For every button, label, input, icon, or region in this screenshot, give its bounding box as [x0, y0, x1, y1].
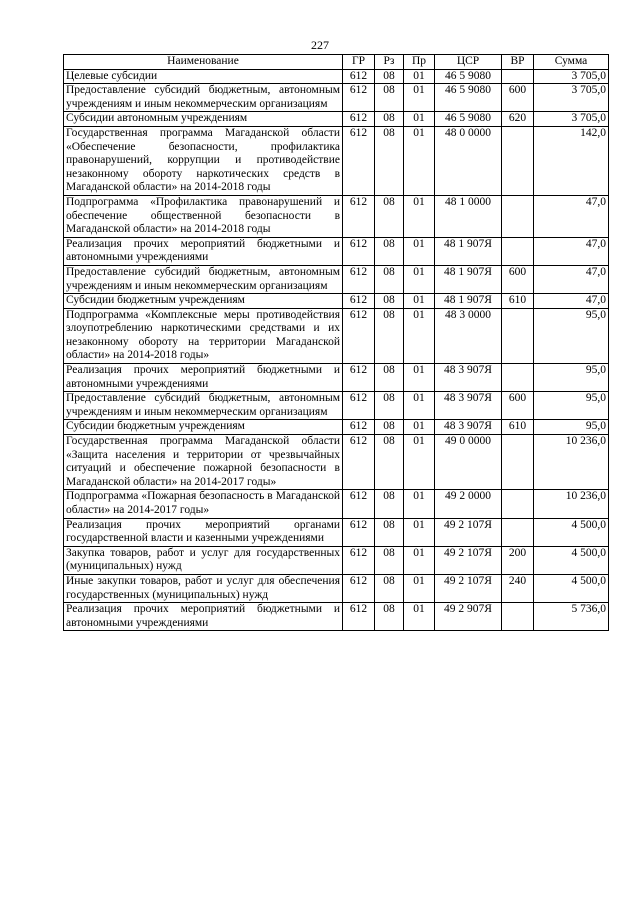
row-name: Целевые субсидии — [64, 69, 343, 84]
header-vr: ВР — [502, 55, 534, 70]
header-csr: ЦСР — [435, 55, 502, 70]
row-rz: 08 — [375, 294, 404, 309]
row-gr: 612 — [343, 84, 375, 112]
row-csr: 46 5 9080 — [435, 112, 502, 127]
row-pr: 01 — [404, 490, 435, 518]
row-gr: 612 — [343, 574, 375, 602]
row-name: Реализация прочих мероприятий бюджетными и автономными учреждениями — [64, 237, 343, 265]
table-row — [64, 490, 609, 518]
row-csr: 49 2 0000 — [435, 490, 502, 518]
row-gr: 612 — [343, 126, 375, 195]
row-csr: 48 1 907Я — [435, 294, 502, 309]
row-pr: 01 — [404, 265, 435, 293]
row-gr: 612 — [343, 546, 375, 574]
row-name: Предоставление субсидий бюджетным, автономным учреждениям и иным некоммерческим организациям — [64, 265, 343, 293]
row-pr: 01 — [404, 435, 435, 490]
row-csr: 46 5 9080 — [435, 69, 502, 84]
row-pr: 01 — [404, 84, 435, 112]
row-pr: 01 — [404, 518, 435, 546]
row-vr — [502, 237, 534, 265]
row-gr: 612 — [343, 265, 375, 293]
table-header-row — [64, 55, 609, 70]
row-name: Предоставление субсидий бюджетным, автономным учреждениям и иным некоммерческим организациям — [64, 84, 343, 112]
row-sum: 95,0 — [534, 308, 609, 363]
table-row — [64, 392, 609, 420]
row-name: Государственная программа Магаданской области «Обеспечение безопасности, профилактика правонарушений, коррупции и противодействие незаконному обороту наркотических средств в Магаданской области» на 2014-2018 годы — [64, 126, 343, 195]
table-row — [64, 546, 609, 574]
row-name: Государственная программа Магаданской области «Защита населения и территории от чрезвычайных ситуаций и обеспечение пожарной безопасности в Магаданской области» на 2014-2017 годы» — [64, 435, 343, 490]
page-number: 227 — [311, 38, 329, 52]
row-sum: 47,0 — [534, 265, 609, 293]
row-gr: 612 — [343, 364, 375, 392]
row-rz: 08 — [375, 265, 404, 293]
row-gr: 612 — [343, 69, 375, 84]
row-vr — [502, 435, 534, 490]
header-name: Наименование — [64, 55, 343, 70]
row-name: Подпрограмма «Пожарная безопасность в Магаданской области» на 2014-2017 годы» — [64, 490, 343, 518]
row-sum: 47,0 — [534, 195, 609, 237]
table-row — [64, 364, 609, 392]
row-vr — [502, 518, 534, 546]
row-rz: 08 — [375, 126, 404, 195]
table-row — [64, 518, 609, 546]
row-rz: 08 — [375, 490, 404, 518]
row-gr: 612 — [343, 112, 375, 127]
row-pr: 01 — [404, 420, 435, 435]
row-pr: 01 — [404, 294, 435, 309]
row-vr: 610 — [502, 420, 534, 435]
row-vr — [502, 126, 534, 195]
table-row — [64, 126, 609, 195]
row-name: Подпрограмма «Комплексные меры противодействия злоупотреблению наркотическими средствами и их незаконному обороту на территории Магаданской области» на 2014-2018 годы» — [64, 308, 343, 363]
row-name: Субсидии автономным учреждениям — [64, 112, 343, 127]
row-sum: 10 236,0 — [534, 490, 609, 518]
table-row — [64, 69, 609, 84]
row-gr: 612 — [343, 195, 375, 237]
row-sum: 3 705,0 — [534, 112, 609, 127]
table-row — [64, 308, 609, 363]
table-row — [64, 195, 609, 237]
row-name: Реализация прочих мероприятий бюджетными и автономными учреждениями — [64, 603, 343, 631]
table-body — [64, 69, 609, 631]
table-row — [64, 603, 609, 631]
row-rz: 08 — [375, 435, 404, 490]
row-vr — [502, 364, 534, 392]
table-row — [64, 112, 609, 127]
row-sum: 4 500,0 — [534, 518, 609, 546]
header-gr: ГР — [343, 55, 375, 70]
row-sum: 95,0 — [534, 392, 609, 420]
row-vr — [502, 195, 534, 237]
row-name: Подпрограмма «Профилактика правонарушений и обеспечение общественной безопасности в Магаданской области» на 2014-2018 годы — [64, 195, 343, 237]
row-name: Закупка товаров, работ и услуг для государственных (муниципальных) нужд — [64, 546, 343, 574]
row-vr: 200 — [502, 546, 534, 574]
row-rz: 08 — [375, 237, 404, 265]
row-sum: 142,0 — [534, 126, 609, 195]
row-name: Реализация прочих мероприятий органами государственной власти и казенными учреждениями — [64, 518, 343, 546]
row-csr: 49 2 907Я — [435, 603, 502, 631]
row-vr — [502, 69, 534, 84]
row-pr: 01 — [404, 546, 435, 574]
row-csr: 48 3 907Я — [435, 392, 502, 420]
row-pr: 01 — [404, 112, 435, 127]
row-name: Иные закупки товаров, работ и услуг для обеспечения государственных (муниципальных) нужд — [64, 574, 343, 602]
row-pr: 01 — [404, 308, 435, 363]
row-pr: 01 — [404, 69, 435, 84]
row-rz: 08 — [375, 69, 404, 84]
row-csr: 48 1 907Я — [435, 237, 502, 265]
row-rz: 08 — [375, 420, 404, 435]
table-row — [64, 435, 609, 490]
row-vr — [502, 490, 534, 518]
budget-table — [63, 54, 609, 631]
row-name: Предоставление субсидий бюджетным, автономным учреждениям и иным некоммерческим организациям — [64, 392, 343, 420]
row-vr: 620 — [502, 112, 534, 127]
row-csr: 48 1 0000 — [435, 195, 502, 237]
table-row — [64, 237, 609, 265]
row-pr: 01 — [404, 574, 435, 602]
table-row — [64, 574, 609, 602]
row-csr: 49 0 0000 — [435, 435, 502, 490]
row-sum: 95,0 — [534, 364, 609, 392]
row-csr: 49 2 107Я — [435, 574, 502, 602]
row-gr: 612 — [343, 518, 375, 546]
header-sum: Сумма — [534, 55, 609, 70]
row-sum: 4 500,0 — [534, 546, 609, 574]
table-row — [64, 420, 609, 435]
row-csr: 49 2 107Я — [435, 518, 502, 546]
row-gr: 612 — [343, 490, 375, 518]
row-csr: 48 3 0000 — [435, 308, 502, 363]
row-csr: 48 3 907Я — [435, 364, 502, 392]
row-sum: 47,0 — [534, 294, 609, 309]
row-sum: 95,0 — [534, 420, 609, 435]
row-rz: 08 — [375, 546, 404, 574]
row-gr: 612 — [343, 603, 375, 631]
row-rz: 08 — [375, 574, 404, 602]
row-rz: 08 — [375, 84, 404, 112]
row-pr: 01 — [404, 364, 435, 392]
row-gr: 612 — [343, 435, 375, 490]
row-pr: 01 — [404, 126, 435, 195]
row-rz: 08 — [375, 518, 404, 546]
row-sum: 4 500,0 — [534, 574, 609, 602]
table-row — [64, 294, 609, 309]
row-name: Субсидии бюджетным учреждениям — [64, 420, 343, 435]
header-rz: Рз — [375, 55, 404, 70]
row-gr: 612 — [343, 392, 375, 420]
row-sum: 3 705,0 — [534, 69, 609, 84]
row-pr: 01 — [404, 195, 435, 237]
row-gr: 612 — [343, 294, 375, 309]
row-sum: 3 705,0 — [534, 84, 609, 112]
row-pr: 01 — [404, 603, 435, 631]
header-pr: Пр — [404, 55, 435, 70]
row-rz: 08 — [375, 195, 404, 237]
row-vr: 600 — [502, 392, 534, 420]
table-row — [64, 265, 609, 293]
table-row — [64, 84, 609, 112]
row-csr: 49 2 107Я — [435, 546, 502, 574]
row-csr: 48 1 907Я — [435, 265, 502, 293]
row-csr: 46 5 9080 — [435, 84, 502, 112]
row-vr — [502, 308, 534, 363]
row-name: Субсидии бюджетным учреждениям — [64, 294, 343, 309]
row-csr: 48 3 907Я — [435, 420, 502, 435]
row-vr: 600 — [502, 84, 534, 112]
row-sum: 5 736,0 — [534, 603, 609, 631]
row-rz: 08 — [375, 308, 404, 363]
row-csr: 48 0 0000 — [435, 126, 502, 195]
row-vr — [502, 603, 534, 631]
row-vr: 600 — [502, 265, 534, 293]
row-sum: 10 236,0 — [534, 435, 609, 490]
row-gr: 612 — [343, 237, 375, 265]
row-rz: 08 — [375, 603, 404, 631]
row-rz: 08 — [375, 112, 404, 127]
row-gr: 612 — [343, 308, 375, 363]
row-pr: 01 — [404, 237, 435, 265]
row-name: Реализация прочих мероприятий бюджетными и автономными учреждениями — [64, 364, 343, 392]
row-vr: 610 — [502, 294, 534, 309]
row-rz: 08 — [375, 392, 404, 420]
row-gr: 612 — [343, 420, 375, 435]
row-pr: 01 — [404, 392, 435, 420]
row-rz: 08 — [375, 364, 404, 392]
row-vr: 240 — [502, 574, 534, 602]
row-sum: 47,0 — [534, 237, 609, 265]
